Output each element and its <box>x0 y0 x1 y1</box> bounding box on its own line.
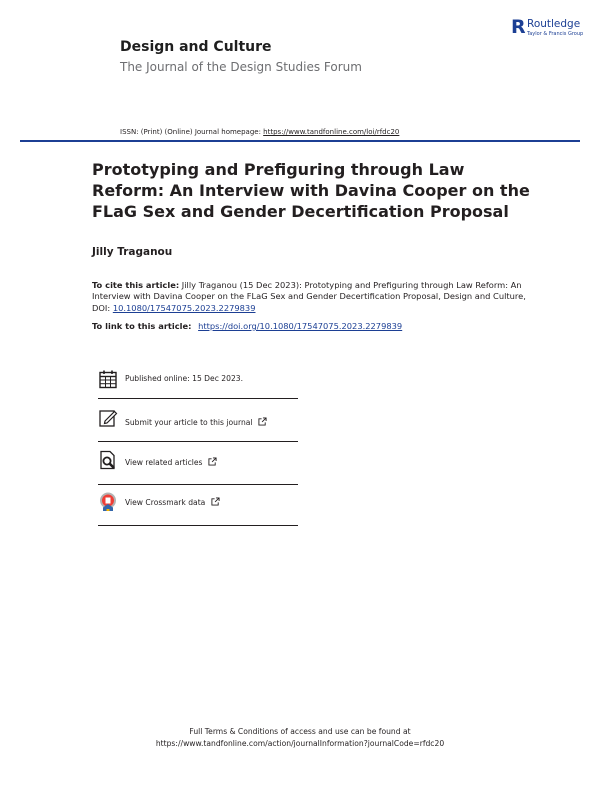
journal-title: Design and Culture <box>120 39 272 55</box>
crossmark-icon <box>98 492 118 512</box>
info-divider <box>98 441 298 442</box>
publisher-tagline: Taylor & Francis Group <box>527 31 584 37</box>
citation-text: Jilly Traganou (15 Dec 2023): Prototyping and Prefiguring through Law Reform: An Interview with Davina Cooper on the FLaG Sex and Gender Decertification Proposal, Design and Culture, DOI: <box>92 280 526 313</box>
related-search-icon <box>98 450 118 470</box>
external-link-icon <box>258 417 267 426</box>
external-link-icon <box>211 497 220 506</box>
issn-line <box>120 128 399 136</box>
published-online-row <box>98 369 298 407</box>
citation-block <box>92 280 532 314</box>
footer-terms-link[interactable]: https://www.tandfonline.com/action/journalInformation?journalCode=rfdc20 <box>155 739 445 748</box>
citation-doi-link[interactable]: 10.1080/17547075.2023.2279839 <box>112 302 256 313</box>
article-doi-link[interactable]: https://doi.org/10.1080/17547075.2023.2279839 <box>198 321 403 331</box>
related-articles-label: View related articles <box>125 458 203 467</box>
crossmark-link[interactable] <box>125 497 220 507</box>
submit-article-label: Submit your article to this journal <box>125 418 253 427</box>
link-label: To link to this article: <box>92 321 192 331</box>
published-online-text: Published online: 15 Dec 2023. <box>125 374 244 383</box>
journal-homepage-link[interactable]: https://www.tandfonline.com/loi/rfdc20 <box>263 128 400 136</box>
article-title: Prototyping and Prefiguring through Law Reform: An Interview with Davina Cooper on the FLaG Sex and Gender Decertification Proposal <box>92 160 530 221</box>
journal-subtitle: The Journal of the Design Studies Forum <box>120 60 362 74</box>
external-link-icon <box>208 457 217 466</box>
related-articles-row[interactable] <box>98 450 298 488</box>
info-divider <box>98 484 298 485</box>
citation-label: To cite this article: <box>92 280 180 290</box>
related-articles-link[interactable] <box>125 457 217 467</box>
article-link-line <box>92 321 402 331</box>
info-divider <box>98 398 298 399</box>
footer-terms-text: Full Terms & Conditions of access and use can be found at <box>189 727 411 736</box>
submit-article-link[interactable] <box>125 417 267 427</box>
header-divider <box>20 140 580 142</box>
issn-prefix: ISSN: (Print) (Online) Journal homepage: <box>120 128 264 136</box>
info-divider <box>98 525 298 526</box>
author-name: Jilly Traganou <box>92 246 173 258</box>
pencil-edit-icon <box>98 408 118 428</box>
routledge-logo-icon: R <box>511 16 526 38</box>
publisher-name: Routledge <box>527 18 581 30</box>
publisher-logo[interactable] <box>511 17 591 43</box>
crossmark-label: View Crossmark data <box>125 498 206 507</box>
calendar-icon <box>98 369 118 389</box>
